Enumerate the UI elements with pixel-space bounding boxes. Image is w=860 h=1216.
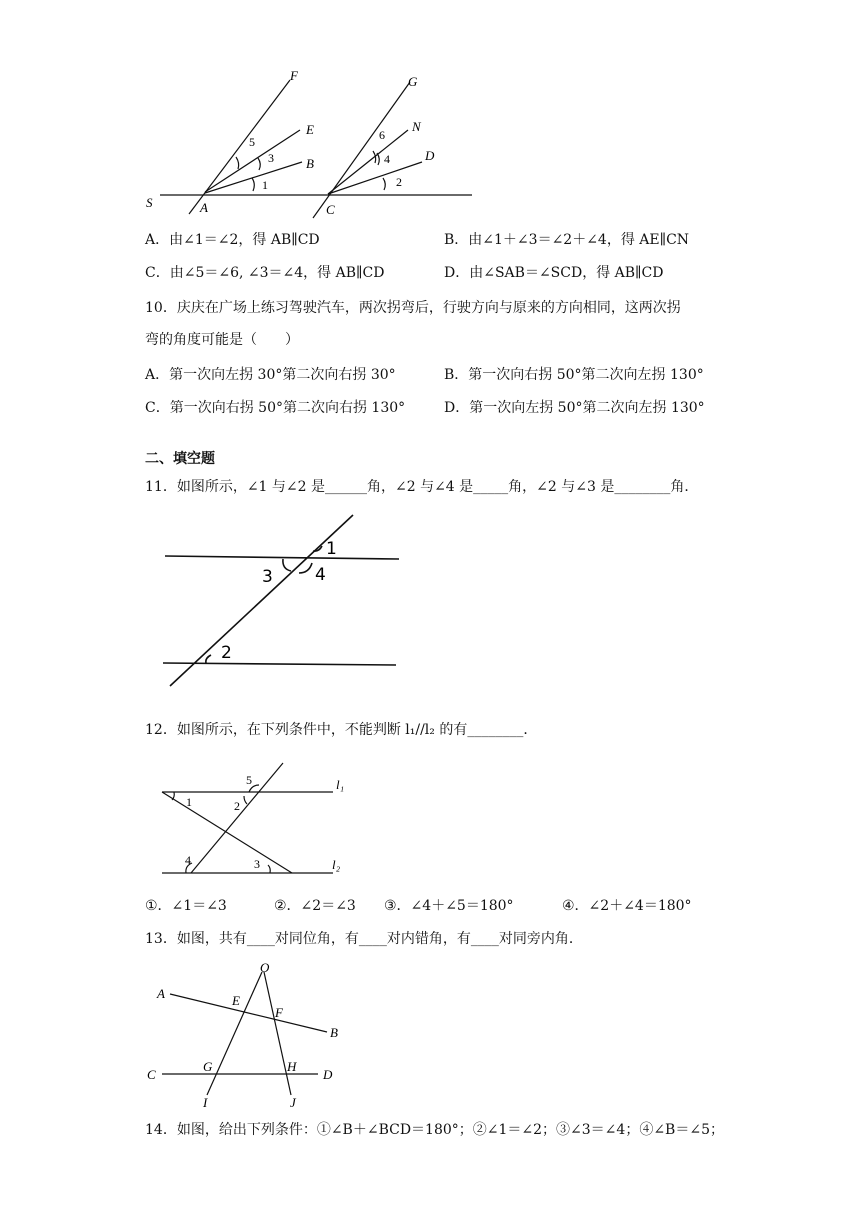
q11-angle-3: 3	[262, 567, 273, 587]
q13-label-F: F	[275, 1005, 283, 1020]
q9-option-a: A．由∠1＝∠2，得 AB∥CD	[145, 232, 320, 248]
q13-label-G: G	[203, 1059, 213, 1074]
angle-3: 3	[268, 151, 274, 165]
label-F: F	[290, 68, 298, 83]
section-title: 二、填空题	[145, 451, 215, 467]
angle-4: 4	[384, 152, 390, 166]
q9-option-c: C．由∠5＝∠6, ∠3＝∠4，得 AB∥CD	[145, 265, 385, 281]
q12-option-3: ③．∠4＋∠5＝180°	[384, 898, 514, 914]
q10-stem-line1: 10．庆庆在广场上练习驾驶汽车，两次拐弯后，行驶方向与原来的方向相同，这两次拐	[145, 300, 681, 316]
label-G: G	[408, 74, 418, 89]
q12-angle-1: 1	[186, 795, 192, 809]
q11-angle-4: 4	[315, 565, 326, 585]
label-C: C	[326, 202, 335, 217]
q12-option-1: ①．∠1＝∠3	[145, 898, 227, 914]
q13-label-E: E	[232, 993, 240, 1008]
q13-label-D: D	[323, 1067, 333, 1082]
label-N: N	[412, 119, 421, 134]
q14-stem: 14．如图，给出下列条件：①∠B＋∠BCD＝180°；②∠1＝∠2；③∠3＝∠4；④∠B＝∠5；	[145, 1122, 724, 1138]
q13-label-H: H	[287, 1059, 297, 1074]
label-D: D	[425, 148, 435, 163]
q9-option-b: B．由∠1＋∠3＝∠2＋∠4，得 AE∥CN	[444, 232, 690, 248]
q12-option-2: ②．∠2＝∠3	[274, 898, 356, 914]
q11-angle-2: 2	[221, 643, 232, 663]
q12-label-l1: l₁	[336, 777, 345, 792]
label-A: A	[200, 200, 208, 215]
q10-option-c: C．第一次向右拐 50°第二次向右拐 130°	[145, 400, 406, 416]
q13-label-O: O	[260, 960, 270, 975]
q10-option-d: D．第一次向左拐 50°第二次向左拐 130°	[444, 400, 705, 416]
angle-6: 6	[379, 128, 385, 142]
label-B: B	[306, 156, 314, 171]
q10-option-a: A．第一次向左拐 30°第二次向右拐 30°	[145, 367, 396, 383]
q13-stem: 13．如图，共有____对同位角，有____对内错角，有____对同旁内角．	[145, 931, 583, 947]
q9-option-d: D．由∠SAB＝∠SCD，得 AB∥CD	[444, 265, 664, 281]
q13-label-A: A	[157, 986, 165, 1001]
q12-label-l2: l₂	[332, 857, 341, 872]
q13-label-C: C	[147, 1067, 156, 1082]
q11-angle-1: 1	[326, 539, 337, 559]
angle-2: 2	[396, 175, 402, 189]
angle-1: 1	[262, 178, 268, 192]
q11-stem: 11．如图所示，∠1 与∠2 是______角，∠2 与∠4 是_____角，∠2 与∠3 是________角．	[145, 479, 699, 495]
label-S: S	[146, 195, 153, 210]
q12-angle-5: 5	[246, 773, 252, 787]
angle-5: 5	[249, 135, 255, 149]
q13-label-I: I	[203, 1095, 208, 1110]
q10-stem-line2: 弯的角度可能是（ ）	[145, 332, 299, 348]
q13-label-B: B	[330, 1025, 338, 1040]
q13-label-J: J	[290, 1095, 296, 1110]
q12-angle-2: 2	[234, 799, 240, 813]
q12-angle-3: 3	[254, 857, 260, 871]
q10-option-b: B．第一次向右拐 50°第二次向左拐 130°	[444, 367, 704, 383]
q12-stem: 12．如图所示，在下列条件中，不能判断 l₁//l₂ 的有________．	[145, 722, 538, 738]
q12-angle-4: 4	[185, 853, 191, 867]
q12-option-4: ④．∠2＋∠4＝180°	[562, 898, 692, 914]
label-E: E	[306, 122, 314, 137]
